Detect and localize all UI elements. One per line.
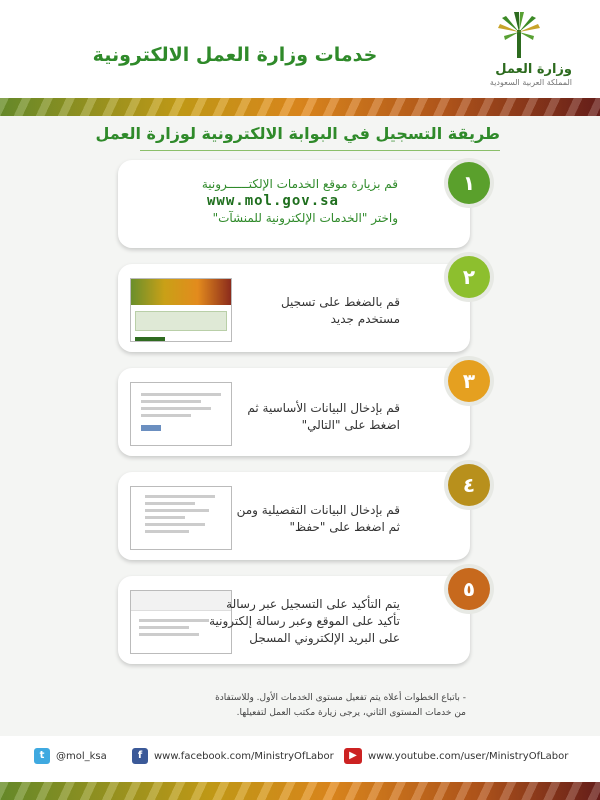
- step-5-line-2: تأكيد على الموقع وعبر رسالة إلكترونية: [209, 614, 400, 628]
- step-1-line-1: قم بزيارة موقع الخدمات الإلكتــــــرونية: [201, 177, 398, 191]
- activation-note: [170, 691, 466, 721]
- twitter-icon: t: [34, 748, 50, 764]
- step-card-1: [118, 160, 476, 248]
- twitter-handle: @mol_ksa: [56, 750, 107, 762]
- step-number-5: ٥: [448, 568, 490, 610]
- step-1-url[interactable]: www.mol.gov.sa: [206, 193, 339, 209]
- palm-logo-icon: [496, 10, 542, 60]
- logo-name: وزارة العمل: [495, 62, 572, 77]
- logo-subtitle: المملكة العربية السعودية: [489, 78, 572, 87]
- step-2-line-1: قم بالضغط على تسجيل: [280, 295, 400, 309]
- step-number-1: ١: [448, 162, 490, 204]
- step-4-line-2: ثم اضغط على "حفظ": [289, 520, 400, 534]
- step-card-5: [118, 576, 476, 664]
- youtube-url: www.youtube.com/user/MinistryOfLabor: [368, 750, 569, 762]
- twitter-link[interactable]: [34, 748, 107, 764]
- facebook-icon: f: [132, 748, 148, 764]
- step-card-3: [118, 368, 476, 456]
- step-3-line-2: اضغط على "التالي": [301, 418, 400, 432]
- step-number-3: ٣: [448, 360, 490, 402]
- step-card-2: [118, 264, 476, 352]
- step-card-4: [118, 472, 476, 560]
- facebook-link[interactable]: [132, 748, 334, 764]
- step-5-line-3: على البريد الإلكتروني المسجل: [249, 631, 400, 645]
- step-5-line-1: يتم التأكيد على التسجيل عبر رسالة: [226, 597, 400, 611]
- step-number-4: ٤: [448, 464, 490, 506]
- step-number-2: ٢: [448, 256, 490, 298]
- step-4-line-1: قم بإدخال البيانات التفصيلية ومن: [236, 503, 400, 517]
- step-2-line-2: مستخدم جديد: [330, 312, 400, 326]
- decorative-band-bottom: [0, 782, 600, 800]
- step-3-line-1: قم بإدخال البيانات الأساسية ثم: [247, 401, 400, 415]
- decorative-band-top: [0, 98, 600, 116]
- youtube-icon: ▶: [344, 748, 362, 764]
- page-title: خدمات وزارة العمل الالكترونية: [92, 44, 378, 66]
- step-1-line-3: واختر "الخدمات الإلكترونية للمنشآت": [212, 211, 398, 225]
- note-line-2: من خدمات المستوى الثاني، يرجى زيارة مكتب العمل لتفعيلها.: [236, 708, 466, 718]
- facebook-url: www.facebook.com/MinistryOfLabor: [154, 750, 334, 762]
- note-line-1: - باتباع الخطوات أعلاه يتم تفعيل مستوى الخدمات الأول. وللاستفادة: [215, 693, 466, 703]
- section-subtitle: طريقة التسجيل في البوابة الالكترونية لوزارة العمل: [95, 124, 500, 143]
- youtube-link[interactable]: [344, 748, 568, 764]
- subtitle-divider: [140, 150, 500, 151]
